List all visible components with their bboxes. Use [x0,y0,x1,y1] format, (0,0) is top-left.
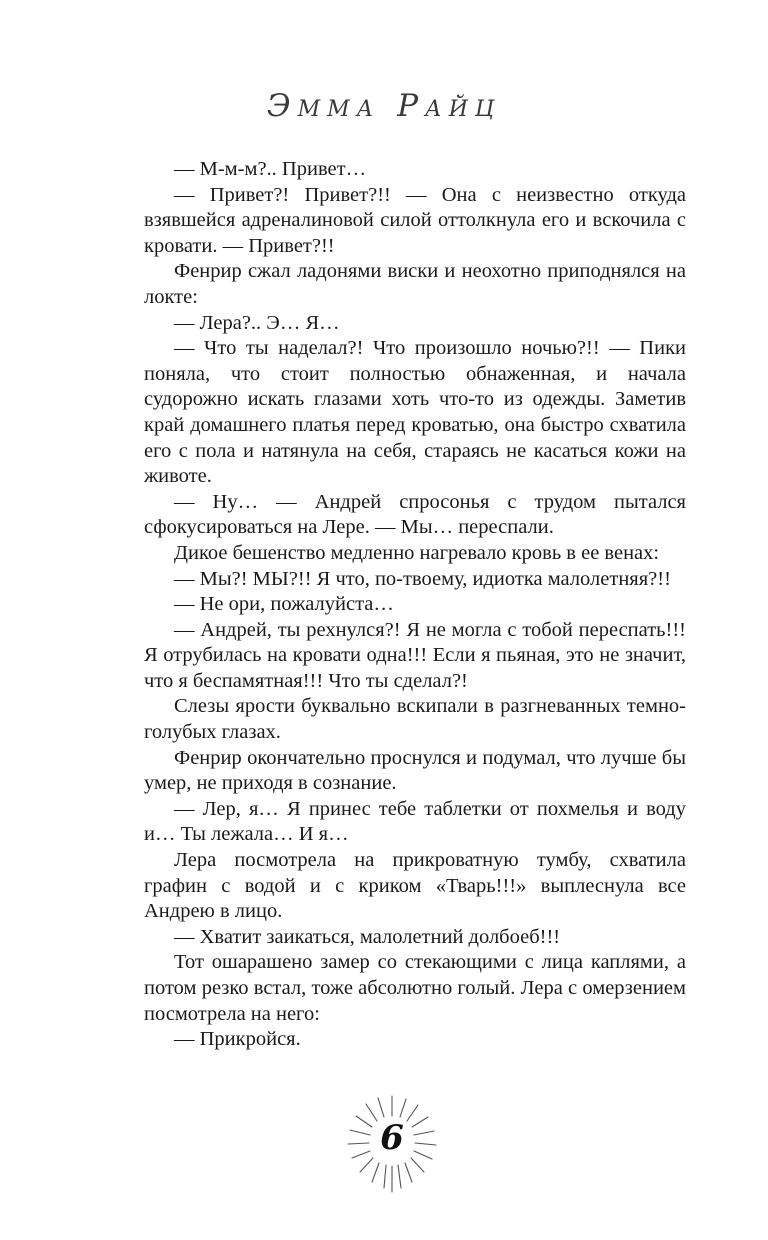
paragraph: — Хватит заикаться, малолетний долбоеб!!! [174,925,561,948]
paragraph: — М-м-м?.. Привет… [174,158,367,180]
page-number-ornament [344,1094,440,1194]
paragraph: — Не ори, пожалуйста… [174,593,394,616]
paragraph: Тот ошарашено замер со стекающими с лица каплями, а потом резко встал, тоже абсолютно голый. Лера с омерзением посмотрела на него: [144,951,686,1025]
paragraph: — Андрей, ты рехнулся?! Я не могла с тобой переспать!!! Я отрубилась на кровати одна!!! Если я пьяная, это не значит, что я беспамятная!!! Что ты сделал?! [144,618,686,692]
paragraph: — Лер, я… Я принес тебе таблетки от похмелья и воду и… Ты лежала… И я… [144,797,686,846]
paragraph: Дикое бешенство медленно нагревало кровь в ее венах: [174,541,660,564]
page-number: 6 [380,1118,404,1158]
paragraph: Фенрир сжал ладонями виски и неохотно приподнялся на локте: [144,260,686,308]
paragraph: — Прикройся. [174,1028,301,1051]
paragraph: — Что ты наделал?! Что произошло ночью?!! — Пики поняла, что стоит полностью обнаженная, и начала судорожно искать глазами хоть что-то из одежды. Заметив край домашнего платья перед кроватью, она быстро схватила его с пола и натянула на себя, стараясь не касаться кожи на животе. [144,337,686,488]
paragraph: Слезы ярости буквально вскипали в разгневанных темно-голубых глазах. [144,695,686,744]
paragraph: Фенрир окончательно проснулся и подумал, что лучше бы умер, не приходя в сознание. [144,746,686,795]
running-head-author: Эмма Райц [266,88,502,124]
paragraph: — Лера?.. Э… Я… [174,311,340,334]
paragraph: — Привет?! Привет?!! — Она с неизвестно откуда взявшейся адреналиновой силой оттолкнула его и вскочила с кровати. — Привет?!! [144,183,686,257]
paragraph: — Ну… — Андрей спросонья с трудом пытался сфокусироваться на Лере. — Мы… переспали. [144,490,686,539]
paragraph: — Мы?! МЫ?!! Я что, по-твоему, идиотка малолетняя?!! [174,567,671,590]
paragraph: Лера посмотрела на прикроватную тумбу, схватила графин с водой и с криком «Тварь!!!» выплеснула все Андрею в лицо. [144,849,686,923]
body-text [144,157,686,1053]
